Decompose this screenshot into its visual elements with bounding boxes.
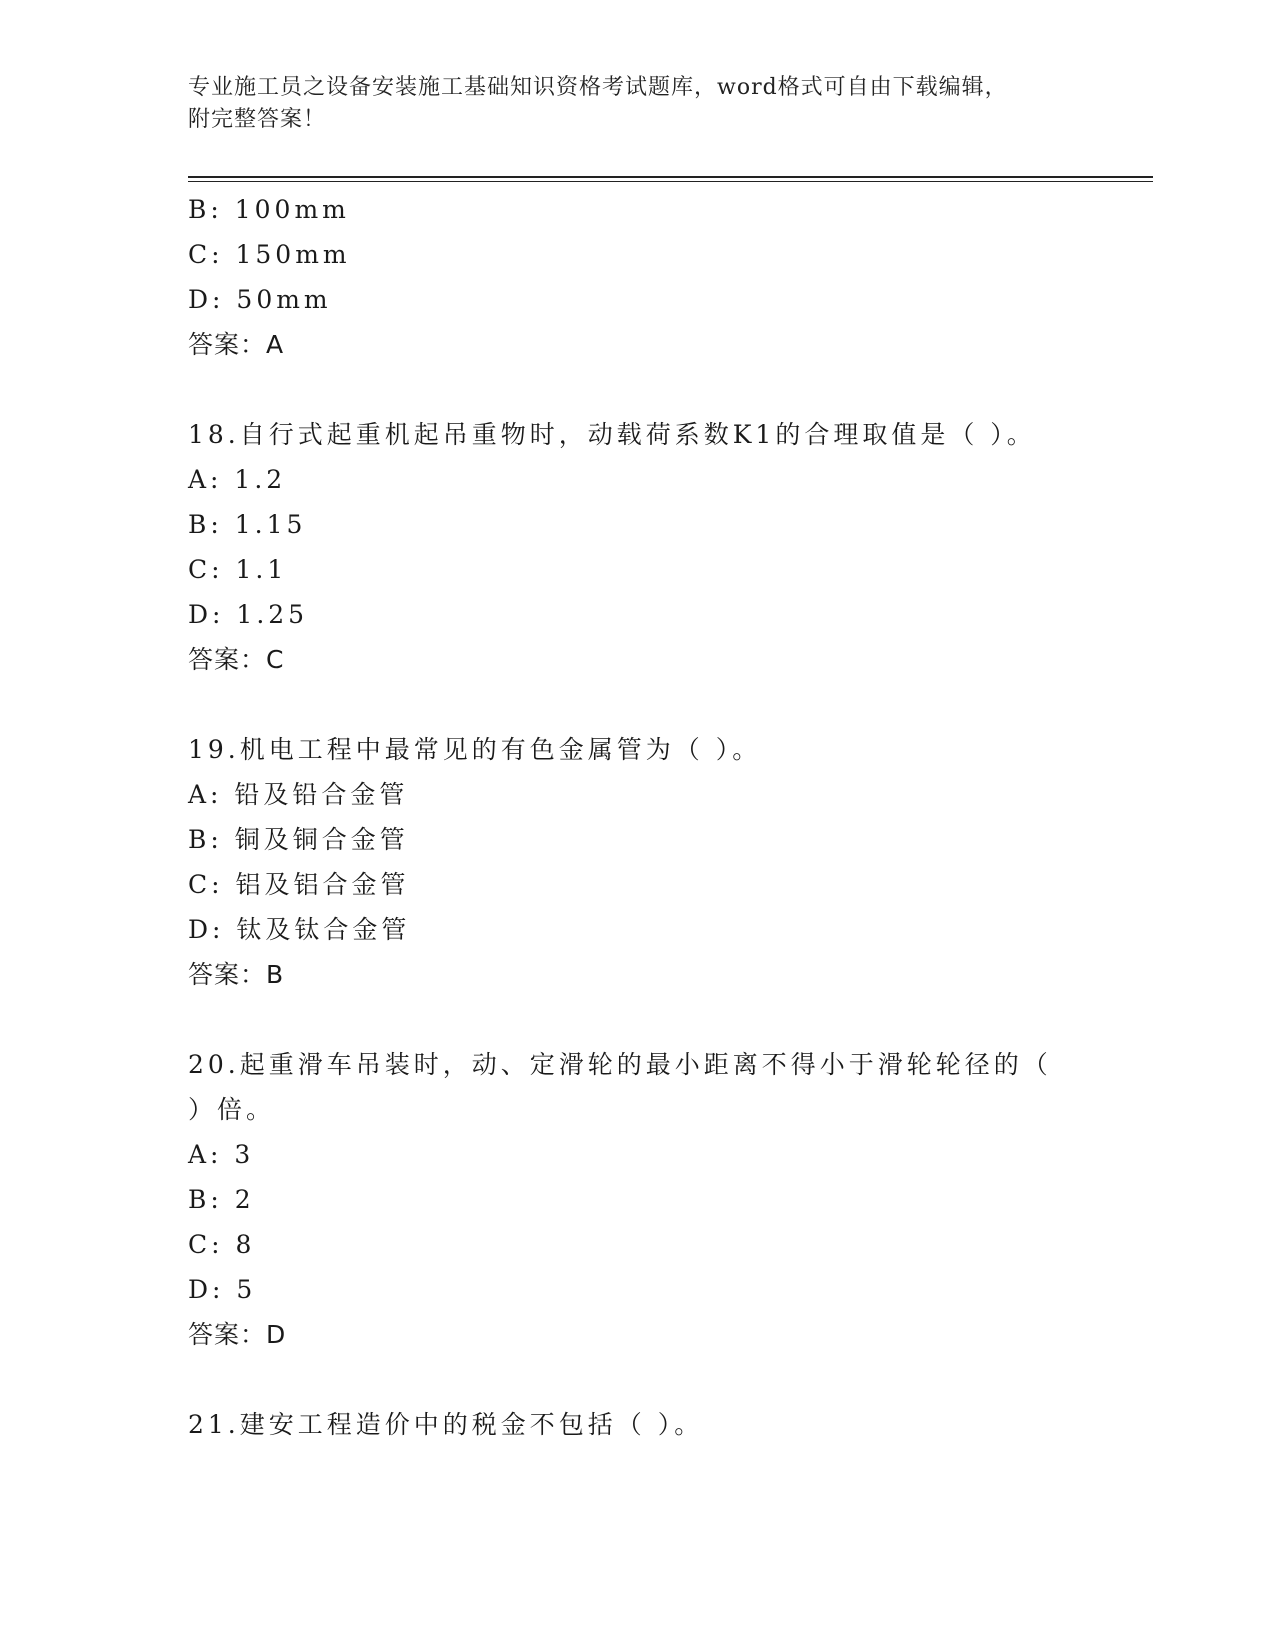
document-header: [188, 72, 1088, 136]
q17-option-c: C: 150mm: [188, 240, 351, 269]
q18-answer: 答案：C: [188, 645, 285, 674]
q20-answer: 答案：D: [188, 1320, 287, 1349]
q18-option-c: C: 1.1: [188, 555, 288, 584]
q18-option-b: B: 1.15: [188, 510, 307, 539]
q20-question-line-2: ）倍。: [188, 1095, 276, 1124]
q18-question: 18.自行式起重机起吊重物时，动载荷系数K1的合理取值是（ ）。: [188, 420, 1036, 449]
q19-option-b: B: 铜及铜合金管: [188, 825, 409, 854]
q20-option-d: D: 5: [188, 1275, 257, 1304]
q20-option-c: C: 8: [188, 1230, 256, 1259]
q18-option-a: A: 1.2: [188, 465, 287, 494]
q19-option-a: A: 铅及铅合金管: [188, 780, 409, 809]
q20-option-a: A: 3: [188, 1140, 255, 1169]
header-line-2: 附完整答案！: [188, 107, 327, 132]
q19-answer: 答案：B: [188, 960, 285, 989]
q19-option-d: D: 钛及钛合金管: [188, 915, 411, 944]
header-divider-bottom: [188, 181, 1153, 182]
q17-answer: 答案：A: [188, 330, 285, 359]
q20-option-b: B: 2: [188, 1185, 255, 1214]
q18-option-d: D: 1.25: [188, 600, 309, 629]
q21-question: 21.建安工程造价中的税金不包括（ ）。: [188, 1410, 704, 1439]
header-divider-top: [188, 176, 1153, 178]
header-line-1: 专业施工员之设备安装施工基础知识资格考试题库，word格式可自由下载编辑，: [188, 75, 1008, 100]
q20-question-line-1: 20.起重滑车吊装时，动、定滑轮的最小距离不得小于滑轮轮径的（: [188, 1050, 1052, 1079]
q17-option-d: D: 50mm: [188, 285, 332, 314]
q19-option-c: C: 铝及铝合金管: [188, 870, 410, 899]
q17-option-b: B: 100mm: [188, 195, 350, 224]
q19-question: 19.机电工程中最常见的有色金属管为（ ）。: [188, 735, 762, 764]
